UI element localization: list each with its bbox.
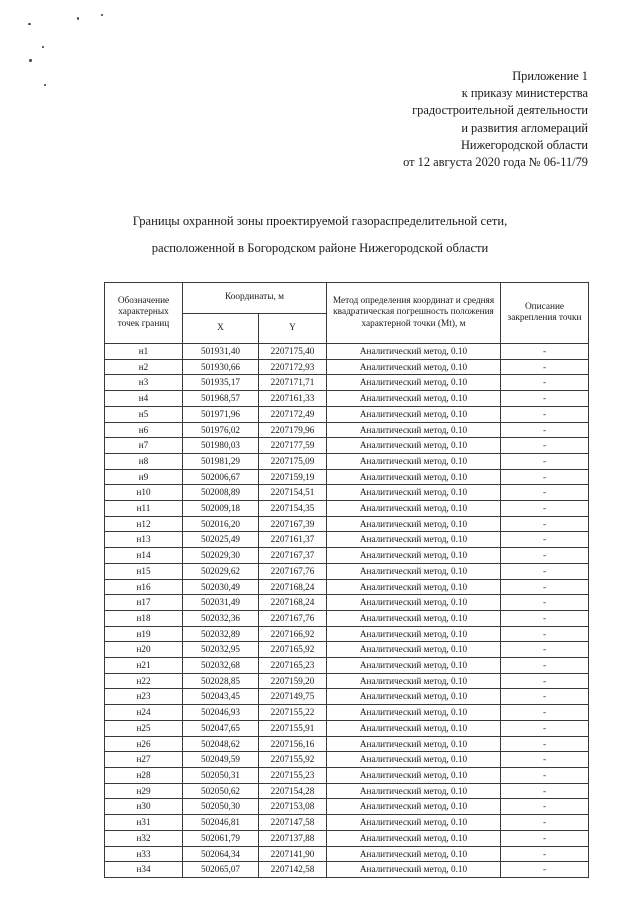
point-cell: н9: [105, 469, 183, 485]
header-point-designation: Обозначение характерных точек границ: [105, 283, 183, 344]
method-cell: Аналитический метод, 0.10: [327, 626, 501, 642]
method-cell: Аналитический метод, 0.10: [327, 799, 501, 815]
description-cell: -: [501, 658, 589, 674]
x-cell: 501971,96: [183, 406, 259, 422]
table-row: [105, 815, 589, 831]
header-line-appendix: Приложение 1: [512, 69, 588, 83]
table-row: [105, 375, 589, 391]
method-cell: Аналитический метод, 0.10: [327, 767, 501, 783]
method-cell: Аналитический метод, 0.10: [327, 720, 501, 736]
table-row: [105, 438, 589, 454]
description-cell: -: [501, 532, 589, 548]
point-cell: н20: [105, 642, 183, 658]
point-cell: н30: [105, 799, 183, 815]
point-cell: н5: [105, 406, 183, 422]
description-cell: -: [501, 752, 589, 768]
document-header: [258, 68, 588, 171]
x-cell: 502031,49: [183, 595, 259, 611]
x-cell: 502064,34: [183, 846, 259, 862]
scan-speck: [77, 17, 79, 20]
description-cell: -: [501, 767, 589, 783]
method-cell: Аналитический метод, 0.10: [327, 579, 501, 595]
method-cell: Аналитический метод, 0.10: [327, 406, 501, 422]
method-cell: Аналитический метод, 0.10: [327, 438, 501, 454]
description-cell: -: [501, 485, 589, 501]
x-cell: 502025,49: [183, 532, 259, 548]
point-cell: н11: [105, 501, 183, 517]
description-cell: -: [501, 673, 589, 689]
method-cell: Аналитический метод, 0.10: [327, 375, 501, 391]
y-cell: 2207175,09: [259, 453, 327, 469]
x-cell: 502030,49: [183, 579, 259, 595]
y-cell: 2207165,92: [259, 642, 327, 658]
table-row: [105, 642, 589, 658]
description-cell: -: [501, 720, 589, 736]
header-method: Метод определения координат и средняя квадратическая погрешность положения характерной точки (Мt), м: [327, 283, 501, 344]
header-description: Описание закрепления точки: [501, 283, 589, 344]
description-cell: -: [501, 563, 589, 579]
table-row: [105, 563, 589, 579]
description-cell: -: [501, 815, 589, 831]
coordinates-table: [104, 282, 589, 878]
method-cell: Аналитический метод, 0.10: [327, 563, 501, 579]
y-cell: 2207156,16: [259, 736, 327, 752]
method-cell: Аналитический метод, 0.10: [327, 658, 501, 674]
x-cell: 502028,85: [183, 673, 259, 689]
y-cell: 2207177,59: [259, 438, 327, 454]
x-cell: 502043,45: [183, 689, 259, 705]
point-cell: н22: [105, 673, 183, 689]
point-cell: н14: [105, 548, 183, 564]
table-row: [105, 406, 589, 422]
point-cell: н25: [105, 720, 183, 736]
x-cell: 502008,89: [183, 485, 259, 501]
table-row: [105, 673, 589, 689]
method-cell: Аналитический метод, 0.10: [327, 516, 501, 532]
x-cell: 502050,30: [183, 799, 259, 815]
description-cell: -: [501, 548, 589, 564]
point-cell: н21: [105, 658, 183, 674]
description-cell: -: [501, 626, 589, 642]
point-cell: н1: [105, 344, 183, 360]
scan-speck: [28, 23, 31, 25]
point-cell: н19: [105, 626, 183, 642]
y-cell: 2207165,23: [259, 658, 327, 674]
x-cell: 501976,02: [183, 422, 259, 438]
point-cell: н7: [105, 438, 183, 454]
description-cell: -: [501, 642, 589, 658]
method-cell: Аналитический метод, 0.10: [327, 548, 501, 564]
x-cell: 501931,40: [183, 344, 259, 360]
y-cell: 2207166,92: [259, 626, 327, 642]
point-cell: н13: [105, 532, 183, 548]
description-cell: -: [501, 501, 589, 517]
description-cell: -: [501, 705, 589, 721]
point-cell: н4: [105, 391, 183, 407]
x-cell: 501935,17: [183, 375, 259, 391]
scan-speck: [44, 84, 46, 86]
method-cell: Аналитический метод, 0.10: [327, 705, 501, 721]
description-cell: -: [501, 830, 589, 846]
x-cell: 502050,62: [183, 783, 259, 799]
y-cell: 2207168,24: [259, 595, 327, 611]
x-cell: 502032,89: [183, 626, 259, 642]
description-cell: -: [501, 375, 589, 391]
scan-speck: [42, 46, 44, 48]
description-cell: -: [501, 344, 589, 360]
y-cell: 2207147,58: [259, 815, 327, 831]
x-cell: 501980,03: [183, 438, 259, 454]
point-cell: н28: [105, 767, 183, 783]
scan-speck: [29, 59, 32, 62]
y-cell: 2207167,76: [259, 610, 327, 626]
x-cell: 502032,68: [183, 658, 259, 674]
y-cell: 2207159,19: [259, 469, 327, 485]
method-cell: Аналитический метод, 0.10: [327, 453, 501, 469]
point-cell: н6: [105, 422, 183, 438]
point-cell: н32: [105, 830, 183, 846]
description-cell: -: [501, 391, 589, 407]
x-cell: 502016,20: [183, 516, 259, 532]
table-row: [105, 767, 589, 783]
x-cell: 502047,65: [183, 720, 259, 736]
description-cell: -: [501, 359, 589, 375]
header-y: Y: [259, 313, 327, 344]
y-cell: 2207159,20: [259, 673, 327, 689]
y-cell: 2207167,76: [259, 563, 327, 579]
description-cell: -: [501, 783, 589, 799]
x-cell: 502046,81: [183, 815, 259, 831]
description-cell: -: [501, 689, 589, 705]
table-row: [105, 720, 589, 736]
y-cell: 2207172,49: [259, 406, 327, 422]
header-coordinates: Координаты, м: [183, 283, 327, 314]
table-row: [105, 422, 589, 438]
table-head: [105, 283, 589, 344]
table-row: [105, 391, 589, 407]
y-cell: 2207161,33: [259, 391, 327, 407]
method-cell: Аналитический метод, 0.10: [327, 830, 501, 846]
method-cell: Аналитический метод, 0.10: [327, 783, 501, 799]
description-cell: -: [501, 595, 589, 611]
description-cell: -: [501, 799, 589, 815]
method-cell: Аналитический метод, 0.10: [327, 391, 501, 407]
y-cell: 2207153,08: [259, 799, 327, 815]
point-cell: н23: [105, 689, 183, 705]
table-body: [105, 344, 589, 878]
description-cell: -: [501, 406, 589, 422]
page-title: [60, 208, 580, 262]
table-row: [105, 344, 589, 360]
description-cell: -: [501, 736, 589, 752]
point-cell: н33: [105, 846, 183, 862]
method-cell: Аналитический метод, 0.10: [327, 752, 501, 768]
y-cell: 2207155,92: [259, 752, 327, 768]
point-cell: н31: [105, 815, 183, 831]
table-row: [105, 359, 589, 375]
x-cell: 502009,18: [183, 501, 259, 517]
header-line-order: к приказу министерства: [461, 86, 588, 101]
x-cell: 502049,59: [183, 752, 259, 768]
description-cell: -: [501, 438, 589, 454]
method-cell: Аналитический метод, 0.10: [327, 344, 501, 360]
x-cell: 502065,07: [183, 862, 259, 878]
table-row: [105, 610, 589, 626]
description-cell: -: [501, 862, 589, 878]
x-cell: 502029,62: [183, 563, 259, 579]
scan-speck: [101, 14, 103, 16]
y-cell: 2207149,75: [259, 689, 327, 705]
table-row: [105, 453, 589, 469]
y-cell: 2207155,22: [259, 705, 327, 721]
point-cell: н27: [105, 752, 183, 768]
x-cell: 501968,57: [183, 391, 259, 407]
y-cell: 2207171,71: [259, 375, 327, 391]
method-cell: Аналитический метод, 0.10: [327, 673, 501, 689]
point-cell: н2: [105, 359, 183, 375]
table-row: [105, 705, 589, 721]
point-cell: н15: [105, 563, 183, 579]
point-cell: н18: [105, 610, 183, 626]
table-row: [105, 532, 589, 548]
point-cell: н34: [105, 862, 183, 878]
table-row: [105, 658, 589, 674]
point-cell: н8: [105, 453, 183, 469]
method-cell: Аналитический метод, 0.10: [327, 359, 501, 375]
y-cell: 2207161,37: [259, 532, 327, 548]
description-cell: -: [501, 422, 589, 438]
y-cell: 2207172,93: [259, 359, 327, 375]
y-cell: 2207155,23: [259, 767, 327, 783]
point-cell: н29: [105, 783, 183, 799]
table-row: [105, 752, 589, 768]
x-cell: 502061,79: [183, 830, 259, 846]
y-cell: 2207175,40: [259, 344, 327, 360]
x-cell: 502006,67: [183, 469, 259, 485]
method-cell: Аналитический метод, 0.10: [327, 422, 501, 438]
method-cell: Аналитический метод, 0.10: [327, 610, 501, 626]
x-cell: 502046,93: [183, 705, 259, 721]
description-cell: -: [501, 516, 589, 532]
y-cell: 2207154,51: [259, 485, 327, 501]
x-cell: 502032,36: [183, 610, 259, 626]
header-line-region: Нижегородской области: [460, 137, 588, 152]
table-row: [105, 548, 589, 564]
y-cell: 2207179,96: [259, 422, 327, 438]
description-cell: -: [501, 610, 589, 626]
x-cell: 502050,31: [183, 767, 259, 783]
table-row: [105, 689, 589, 705]
header-x: X: [183, 313, 259, 344]
description-cell: -: [501, 846, 589, 862]
method-cell: Аналитический метод, 0.10: [327, 501, 501, 517]
method-cell: Аналитический метод, 0.10: [327, 469, 501, 485]
point-cell: н10: [105, 485, 183, 501]
point-cell: н12: [105, 516, 183, 532]
y-cell: 2207142,58: [259, 862, 327, 878]
x-cell: 501981,29: [183, 453, 259, 469]
y-cell: 2207154,35: [259, 501, 327, 517]
table-row: [105, 862, 589, 878]
description-cell: -: [501, 579, 589, 595]
table-header-row-1: [105, 283, 589, 314]
method-cell: Аналитический метод, 0.10: [327, 485, 501, 501]
point-cell: н24: [105, 705, 183, 721]
table-row: [105, 626, 589, 642]
x-cell: 502048,62: [183, 736, 259, 752]
table-row: [105, 799, 589, 815]
header-line-date: от 12 августа 2020 года № 06-11/79: [403, 155, 588, 170]
table-row: [105, 501, 589, 517]
x-cell: 502032,95: [183, 642, 259, 658]
point-cell: н26: [105, 736, 183, 752]
title-line-2: расположенной в Богородском районе Нижегородской области: [151, 241, 489, 255]
method-cell: Аналитический метод, 0.10: [327, 642, 501, 658]
y-cell: 2207168,24: [259, 579, 327, 595]
description-cell: -: [501, 469, 589, 485]
y-cell: 2207141,90: [259, 846, 327, 862]
point-cell: н3: [105, 375, 183, 391]
method-cell: Аналитический метод, 0.10: [327, 846, 501, 862]
table-row: [105, 830, 589, 846]
header-line-development: и развития агломераций: [461, 120, 588, 135]
method-cell: Аналитический метод, 0.10: [327, 532, 501, 548]
table-row: [105, 783, 589, 799]
method-cell: Аналитический метод, 0.10: [327, 736, 501, 752]
x-cell: 501930,66: [183, 359, 259, 375]
y-cell: 2207167,39: [259, 516, 327, 532]
y-cell: 2207167,37: [259, 548, 327, 564]
point-cell: н17: [105, 595, 183, 611]
table-row: [105, 595, 589, 611]
header-line-activity: градостроительной деятельности: [412, 103, 588, 118]
table-row: [105, 846, 589, 862]
method-cell: Аналитический метод, 0.10: [327, 595, 501, 611]
method-cell: Аналитический метод, 0.10: [327, 862, 501, 878]
description-cell: -: [501, 453, 589, 469]
y-cell: 2207155,91: [259, 720, 327, 736]
table-row: [105, 736, 589, 752]
title-line-1: Границы охранной зоны проектируемой газораспределительной сети,: [132, 214, 508, 228]
table-row: [105, 516, 589, 532]
point-cell: н16: [105, 579, 183, 595]
method-cell: Аналитический метод, 0.10: [327, 815, 501, 831]
table-row: [105, 469, 589, 485]
y-cell: 2207154,28: [259, 783, 327, 799]
table-row: [105, 579, 589, 595]
x-cell: 502029,30: [183, 548, 259, 564]
method-cell: Аналитический метод, 0.10: [327, 689, 501, 705]
table-row: [105, 485, 589, 501]
y-cell: 2207137,88: [259, 830, 327, 846]
